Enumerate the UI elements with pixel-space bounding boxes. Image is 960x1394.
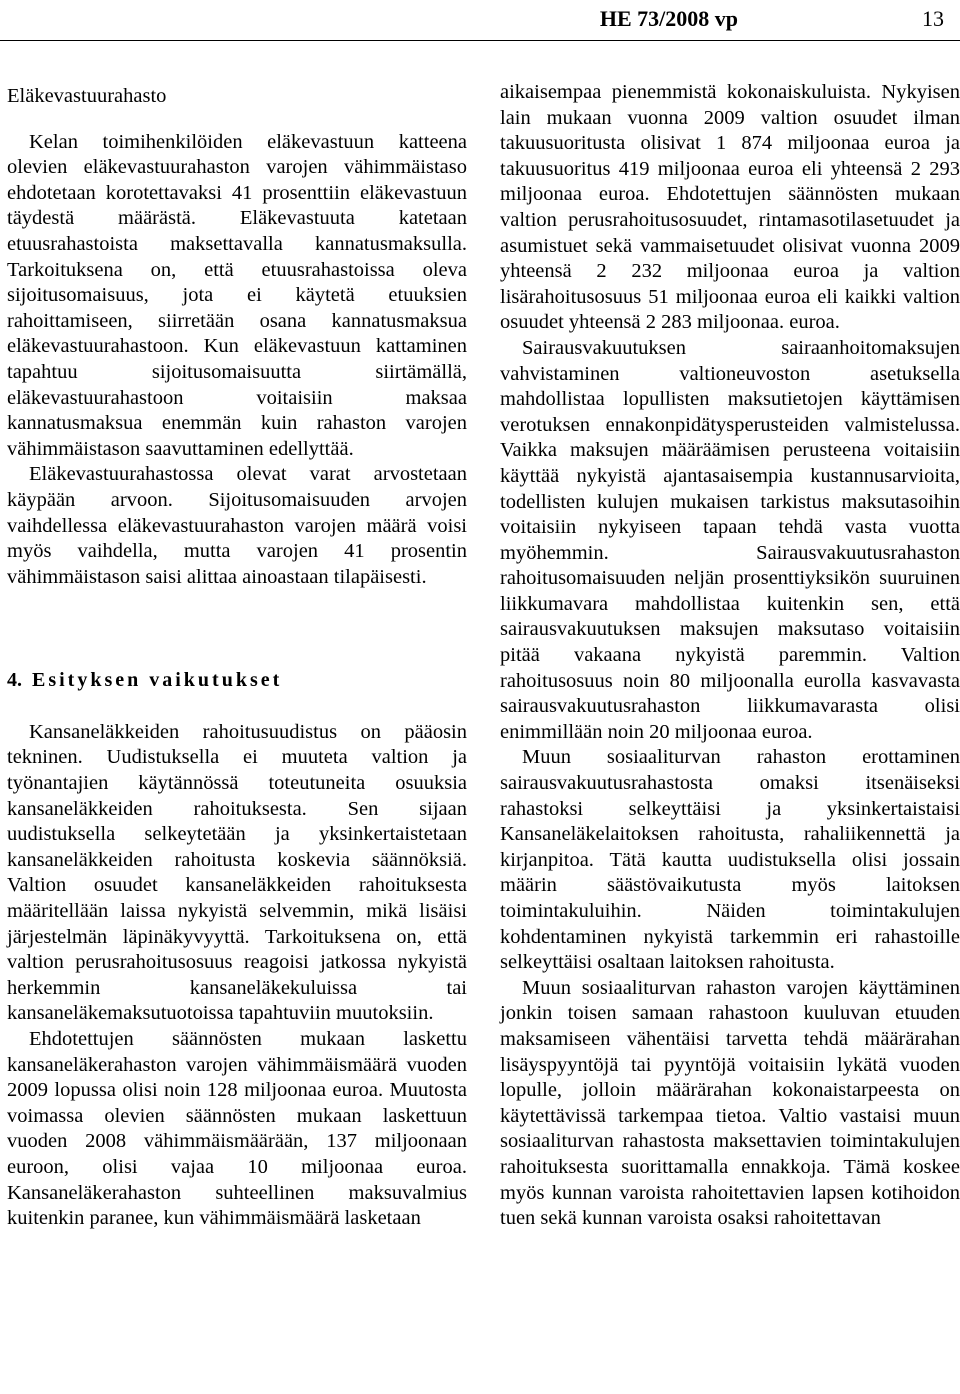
paragraph: Muun sosiaaliturvan rahaston erottaminen sairausvakuutusrahastosta omaksi itsenäiseksi rahastoksi selkeyttäisi ja yksinkertaistaisi Kansaneläkelaitoksen rahoitusta, rahaliikennettä ja kirjanpitoa. Tätä kautta uudistuksella olisi jossain määrin säästövaikutusta myös laitoksen toimintakuluihin. Näiden toimintakulujen kohdentaminen nykyistä tarkemmin eri rahastoille selkeyttäisi osaltaan laitoksen rahoitusta. (500, 746, 960, 974)
paragraph: Eläkevastuurahastossa olevat varat arvostetaan käypään arvoon. Sijoitusomaisuuden arvojen vaihdellessa eläkevastuurahaston varojen määrä voisi myös vaihdella, mutta varojen 41 prosentin vähimmäistason saisi alittaa ainoastaan tilapäisesti. (7, 463, 467, 588)
header-rule (0, 40, 960, 41)
right-column (500, 80, 960, 1232)
page-header (0, 0, 960, 40)
page-number: 13 (922, 6, 944, 31)
section-title: Esityksen vaikutukset (32, 669, 283, 692)
subheading: Eläkevastuurahasto (7, 85, 167, 107)
paragraph: Muun sosiaaliturvan rahaston varojen käyttäminen jonkin toisen samaan rahastoon kuuluvan etuuden maksamiseen vähentäisi tarvetta tehdä määrärahan lisäyspyyntöjä tai pyyntöjä voitaisiin lykätä vuoden lopulle, jolloin määrärahan kokonaistarpeesta on käytettävissä tarkempaa tietoa. Valtio vastaisi muun sosiaaliturvan rahastosta maksettavien toimintakulujen rahoituksesta suorittamalla ennakkoja. Tämä koskee myös kunnan varoista rahoitettavien lapsen kotihoidon tuen sekä kunnan varoista osaksi rahoitettavan (500, 976, 960, 1230)
paragraph: Sairausvakuutuksen sairaanhoitomaksujen vahvistaminen valtioneuvoston asetuksella mahdollistaa lopullisten maksutietojen käyttämisen verotuksen ennakonpidätysperusteiden valmistelussa. Vaikka maksujen määräämisen perusteena voitaisiin käyttää nykyistä ajantasaisempia kustannusarvioita, todellisten kulujen mukaisen tarkistus maksutasoihin voitaisiin nykyiseen tapaan tehdä vasta vuotta myöhemmin. Sairausvakuutusrahaston rahoitusomaisuuden neljän prosenttiyksikön suuruinen liikkumavara mahdollistaa kuitenkin sen, että sairausvakuutuksen maksujen maksutaso voitaisiin pitää vakaana nykyistä paremmin. Valtion rahoitusosuus noin 80 miljoonalla eurolla kasvavasta sairausvakuutusrahaston liikkumavarasta olisi enimmillään noin 20 miljoonaa euroa. (500, 336, 960, 743)
section-number: 4. (7, 669, 22, 692)
paragraph: Kelan toimihenkilöiden eläkevastuun katteena olevien eläkevastuurahaston varojen vähimmäistaso ehdotetaan korotettavaksi 41 prosenttiin eläkevastuun täydestä määrästä. Eläkevastuuta katetaan etuusrahastoista maksettavalla kannatusmaksulla. Tarkoituksena on, että etuusrahastoissa oleva sijoitusomaisuus, jota ei käytetä etuuksien rahoittamiseen, siirretään osana kannatusmaksua eläkevastuurahastoon. Kun eläkevastuun kattaminen tapahtuu sijoitusomaisuutta siirtämällä, eläkevastuurahastoon voitaisiin maksaa kannatusmaksua enemmän kuin rahaston varojen vähimmäistason saavuttaminen edellyttää. (7, 130, 467, 460)
paragraph: Kansaneläkkeiden rahoitusuudistus on pääosin tekninen. Uudistuksella ei muuteta valtion ja työnantajien käytännössä toteutuneita osuuksia kansaneläkkeiden rahoituksesta. Sen sijaan uudistuksella selkeytetään ja yksinkertaistetaan kansaneläkkeiden rahoitusta koskevia säännöksiä. Valtion osuudet kansaneläkkeiden rahoituksesta määritellään laissa nykyistä selvemmin, mikä lisäisi järjestelmän läpinäkyvyyttä. Tarkoituksena on, että valtion perusrahoitusosuus reagoisi jatkossa nykyistä herkemmin kansaneläkekuluissa tai kansaneläkemaksutuotoissa tapahtuviin muutoksiin. (7, 720, 467, 1025)
left-column (7, 80, 467, 1232)
paragraph: Ehdotettujen säännösten mukaan laskettu kansaneläkerahaston varojen vähimmäismäärä vuoden 2009 lopussa olisi noin 128 miljoonaa euroa. Muutosta voimassa olevien säännösten mukaan laskettuun vuoden 2008 vähimmäismäärään, 137 miljoonaan euroon, olisi vajaa 10 miljoonaa euroa. Kansaneläkerahaston suhteellinen maksuvalmius kuitenkin paranee, kun vähimmäismäärä lasketaan (7, 1028, 467, 1230)
document-id: HE 73/2008 vp (599, 6, 738, 31)
section-heading (7, 668, 467, 694)
paragraph: aikaisempaa pienemmistä kokonaiskuluista. Nykyisen lain mukaan vuonna 2009 valtion osuudet ilman takuusuoritusta olisivat 1 874 miljoonaa euroa ja takuusuoritus 419 miljoonaa euroa eli yhteensä 2 293 miljoonaa euroa. Ehdotettujen säännösten mukaan valtion perusrahoitusosuudet, rintamasotilasetuudet ja asumistuet sekä vammaisetuudet olisivat vuonna 2009 yhteensä 2 232 miljoonaa euroa ja valtion lisärahoitusosuus 51 miljoonaa euroa eli kaikki valtion osuudet yhteensä 2 283 miljoonaa. euroa. (500, 81, 960, 334)
